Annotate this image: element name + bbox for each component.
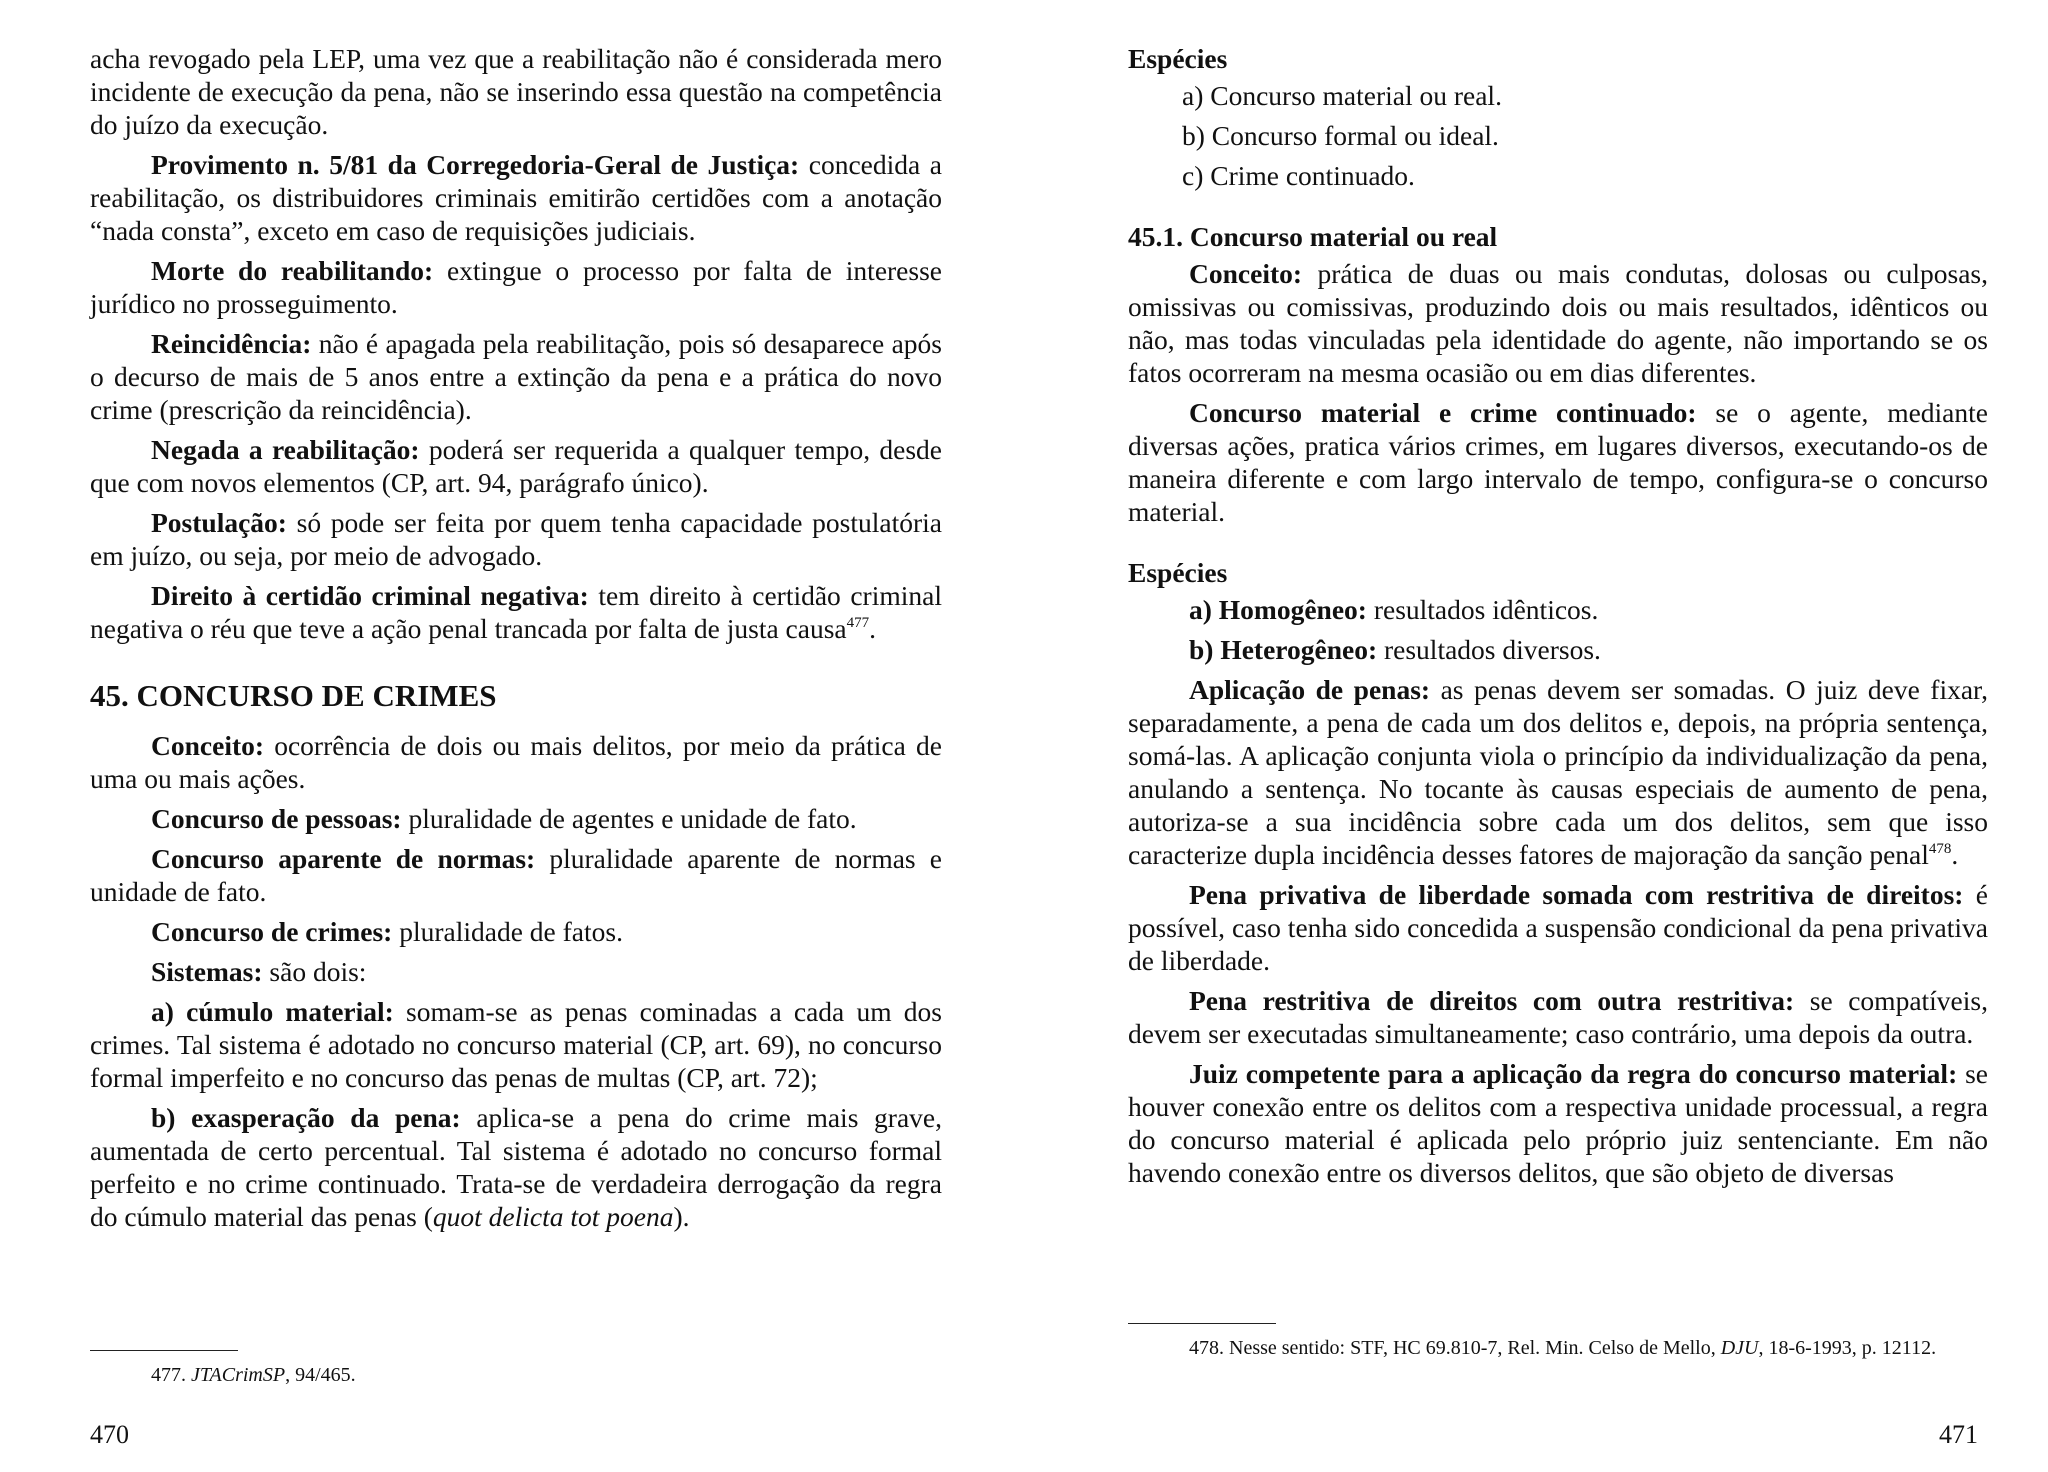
entry-term: Concurso de crimes: <box>151 916 393 947</box>
entry-end: . <box>1951 839 1959 870</box>
entry-text: ocorrência de dois ou mais delitos, por meio da prática de uma ou mais ações. <box>90 730 942 794</box>
footnote-italic: JTACrimSP <box>191 1364 286 1386</box>
page-number: 470 <box>90 1420 129 1449</box>
entry-text: tem direito à certidão criminal negativa o réu que teve a ação penal trancada por falta de justa causa <box>90 580 942 644</box>
left-page-content <box>90 42 942 1240</box>
section-heading: 45. CONCURSO DE CRIMES <box>90 678 497 713</box>
entry-text: é possível, caso tenha sido concedida a suspensão condicional da pena privativa de liberdade. <box>1128 879 1988 976</box>
footnote-italic: DJU <box>1720 1337 1759 1359</box>
entry-end: . <box>869 613 876 644</box>
entry-term: Concurso de pessoas: <box>151 803 402 834</box>
entry-term: Sistemas: <box>151 956 263 987</box>
footnote-text: Nesse sentido: STF, HC 69.810-7, Rel. Min. Celso de Mello, <box>1224 1337 1721 1359</box>
entry-text: pluralidade aparente de normas e unidade de fato. <box>90 843 943 907</box>
entry-text: só pode ser feita por quem tenha capacidade postulatória em juízo, ou seja, por meio de advogado. <box>90 507 942 571</box>
especies-list <box>1128 79 1988 192</box>
entry-paragraph <box>90 433 942 499</box>
entry-term: Negada a reabilitação: <box>151 434 420 465</box>
footnote-text: , 94/465. <box>285 1364 356 1386</box>
entry-term: Postulação: <box>151 507 287 538</box>
entry-text: se o agente, mediante diversas ações, pratica vários crimes, em lugares diversos, executando-os de maneira diferente e com largo intervalo de tempo, configura-se o concurso material. <box>1128 397 1988 527</box>
footnote-ref[interactable]: 478 <box>1928 841 1952 857</box>
especies-heading: Espécies <box>1128 43 1228 74</box>
entry-text: não é apagada pela reabilitação, pois só desaparece após o decurso de mais de 5 anos entre a extinção da pena e a prática do novo crime (prescrição da reincidência). <box>90 328 942 425</box>
entry-term: Pena privativa de liberdade somada com restritiva de direitos: <box>1189 879 1964 910</box>
entry-paragraph <box>1128 673 1988 871</box>
entry-paragraph <box>90 327 942 426</box>
entry-term: Aplicação de penas: <box>1189 674 1431 705</box>
entry-paragraph <box>90 842 942 908</box>
entry-text: resultados diversos. <box>1377 634 1601 665</box>
entry-text: aplica-se a pena do crime mais grave, aumentada de certo percentual. Tal sistema é adotado no concurso formal perfeito e no crime continuado. Trata-se de verdadeira derrogação da regra do cúmulo material das penas ( <box>90 1102 942 1232</box>
entry-paragraph <box>90 729 942 795</box>
entry-end: ). <box>673 1201 690 1232</box>
right-page-content <box>1128 42 1988 1196</box>
entry-term: b) Heterogêneo: <box>1189 634 1378 665</box>
page-number: 471 <box>1939 1420 1978 1449</box>
entry-term: b) exasperação da pena: <box>151 1102 461 1133</box>
entry-paragraph <box>90 1101 942 1233</box>
entry-term: Conceito: <box>1189 258 1303 289</box>
entry-term: Concurso aparente de normas: <box>151 843 536 874</box>
entry-text: concedida a reabilitação, os distribuidores criminais emitirão certidões com a anotação “nada consta”, exceto em caso de requisições judiciais. <box>90 149 942 246</box>
footnote-number: 477. <box>151 1364 186 1386</box>
entry-paragraph <box>90 995 942 1094</box>
entry-paragraph <box>1128 593 1988 626</box>
footnote-text-after: , 18-6-1993, p. 12112. <box>1758 1337 1937 1359</box>
entry-paragraph <box>90 955 942 988</box>
entry-paragraph <box>90 506 942 572</box>
intro-paragraph: acha revogado pela LEP, uma vez que a reabilitação não é considerada mero incidente de execução da pena, não se inserindo essa questão na competência do juízo da execução. <box>90 43 942 140</box>
entry-text: resultados idênticos. <box>1366 594 1599 625</box>
entry-text: extingue o processo por falta de interesse jurídico no prosseguimento. <box>90 255 942 319</box>
entry-text: se compatíveis, devem ser executadas simultaneamente; caso contrário, uma depois da outra. <box>1128 985 1988 1049</box>
list-item: c) Crime continuado. <box>1182 160 1415 191</box>
entry-text: prática de duas ou mais condutas, dolosas ou culposas, omissivas ou comissivas, produzindo dois ou mais resultados, idênticos ou não, mas todas vinculadas pela identidade do agente, não importando se os fatos ocorreram na mesma ocasião ou em dias diferentes. <box>1128 258 1988 388</box>
entry-paragraph <box>1128 878 1988 977</box>
entry-term: Conceito: <box>151 730 265 761</box>
entry-italic: quot delicta tot poena <box>432 1201 674 1232</box>
entry-term: Provimento n. 5/81 da Corregedoria-Geral de Justiça: <box>151 149 800 180</box>
entry-text: são dois: <box>262 956 367 987</box>
entry-term: Pena restritiva de direitos com outra restritiva: <box>1189 985 1795 1016</box>
entry-paragraph <box>1128 984 1988 1050</box>
footnote-478 <box>1128 1334 1978 1362</box>
footnote-477 <box>151 1361 931 1389</box>
entry-term: Concurso material e crime continuado: <box>1189 397 1697 428</box>
list-item: b) Concurso formal ou ideal. <box>1182 120 1499 151</box>
especies-heading-2: Espécies <box>1128 557 1228 588</box>
entry-text: poderá ser requerida a qualquer tempo, desde que com novos elementos (CP, art. 94, parágrafo único). <box>90 434 942 498</box>
entry-paragraph <box>90 148 942 247</box>
entry-paragraph <box>90 254 942 320</box>
footnote-ref[interactable]: 477 <box>846 615 870 631</box>
entry-term: a) Homogêneo: <box>1189 594 1367 625</box>
entry-term: Morte do reabilitando: <box>151 255 434 286</box>
footnote-rule <box>90 1350 238 1351</box>
entry-term: Direito à certidão criminal negativa: <box>151 580 589 611</box>
left-page <box>90 0 942 1472</box>
right-page <box>1128 0 1988 1472</box>
entry-paragraph <box>1128 257 1988 389</box>
entry-term: Reincidência: <box>151 328 312 359</box>
entry-paragraph <box>90 802 942 835</box>
entry-text: somam-se as penas cominadas a cada um dos crimes. Tal sistema é adotado no concurso material (CP, art. 69), no concurso formal imperfeito e no concurso das penas de multas (CP, art. 72); <box>90 996 942 1093</box>
footnote-rule <box>1128 1323 1276 1324</box>
subsection-heading: 45.1. Concurso material ou real <box>1128 221 1498 252</box>
entry-paragraph <box>90 915 942 948</box>
entry-term: a) cúmulo material: <box>151 996 394 1027</box>
entry-text: as penas devem ser somadas. O juiz deve fixar, separadamente, a pena de cada um dos delitos e, depois, na própria sentença, somá-las. A aplicação conjunta viola o princípio da individualização da pena, anulando a sentença. No tocante às causas especiais de aumento de pena, autoriza-se a sua incidência sobre cada um dos delitos, sem que isso caracterize dupla incidência desses fatores de majoração da sanção penal <box>1128 674 1988 870</box>
entry-text: se houver conexão entre os delitos com a respectiva unidade processual, a regra do concurso material é aplicada pelo próprio juiz sentenciante. Em não havendo conexão entre os diversos delitos, que são objeto de diversas <box>1128 1058 1988 1188</box>
entry-paragraph <box>1128 633 1988 666</box>
entry-paragraph <box>1128 396 1988 528</box>
entries-reabilitacao <box>90 148 942 645</box>
entry-text: pluralidade de agentes e unidade de fato. <box>401 803 857 834</box>
entries-concurso <box>90 729 942 1233</box>
entry-text: pluralidade de fatos. <box>392 916 623 947</box>
footnote-number: 478. <box>1189 1337 1224 1359</box>
list-item: a) Concurso material ou real. <box>1182 80 1502 111</box>
entry-paragraph <box>90 579 942 645</box>
entry-term: Juiz competente para a aplicação da regra do concurso material: <box>1189 1058 1958 1089</box>
entry-paragraph <box>1128 1057 1988 1189</box>
